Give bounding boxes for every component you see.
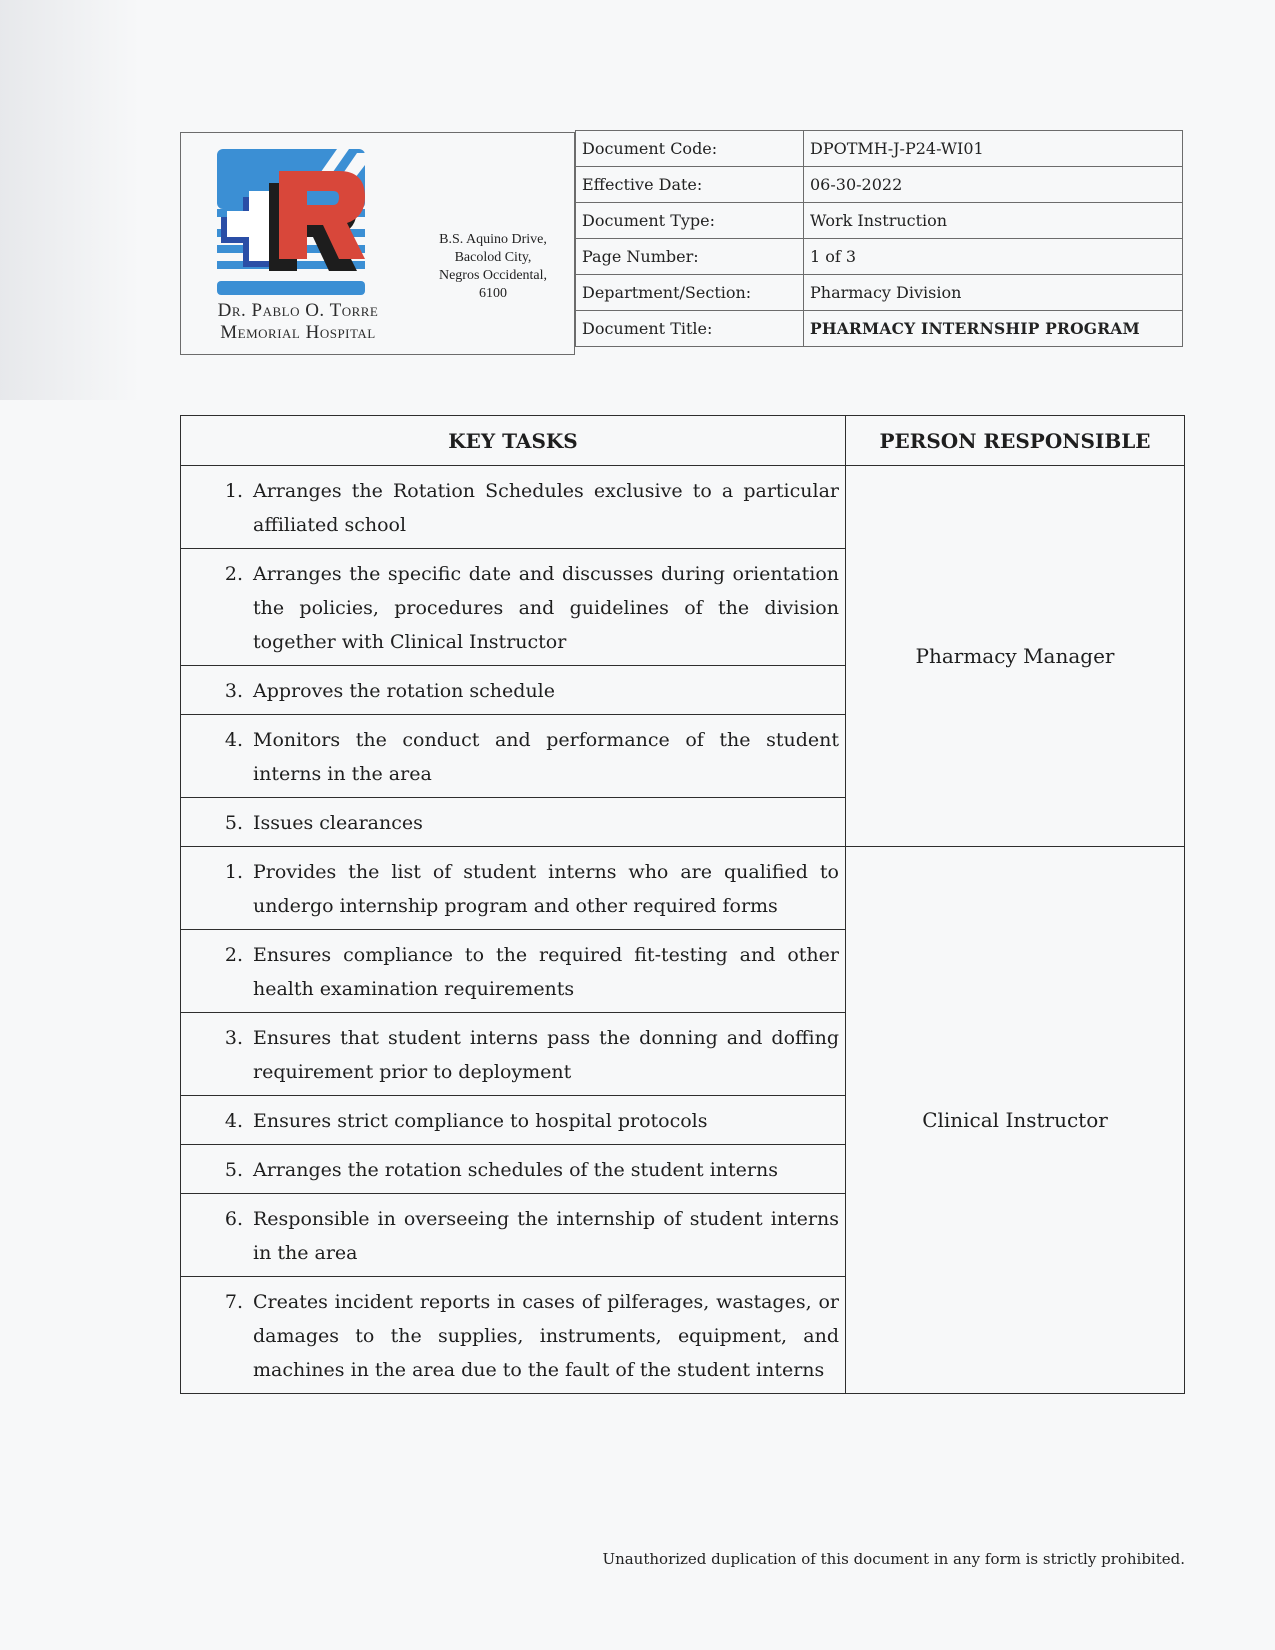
task-cell: [181, 1194, 846, 1277]
document-header: [180, 132, 1183, 355]
task-item: [181, 1202, 839, 1270]
task-text: Monitors the conduct and performance of the student interns in the area: [253, 729, 839, 785]
meta-label: Document Code:: [576, 131, 804, 167]
hospital-name-line1: Dr. Pablo O. Torre: [217, 300, 379, 321]
task-text: Ensures that student interns pass the donning and doffing requirement prior to deployment: [253, 1027, 839, 1083]
task-text: Ensures compliance to the required fit-testing and other health examination requirements: [253, 944, 839, 1000]
task-number: 1.: [224, 480, 243, 502]
table-header-row: [181, 416, 1185, 466]
meta-label: Page Number:: [576, 239, 804, 275]
task-text: Ensures strict compliance to hospital protocols: [253, 1110, 708, 1132]
hospital-name-line2: Memorial Hospital: [220, 322, 376, 343]
meta-row-page-number: [576, 239, 1183, 275]
task-number: 5.: [224, 812, 243, 834]
task-text: Arranges the rotation schedules of the student interns: [253, 1159, 778, 1181]
task-cell: [181, 549, 846, 666]
task-cell: [181, 798, 846, 847]
address-line: Negros Occidental,: [438, 268, 548, 283]
meta-label: Effective Date:: [576, 167, 804, 203]
meta-label: Department/Section:: [576, 275, 804, 311]
tasks-body: [181, 466, 1185, 1394]
task-item: [181, 1104, 839, 1138]
task-text: Responsible in overseeing the internship of student interns in the area: [253, 1208, 839, 1264]
task-number: 5.: [224, 1159, 243, 1181]
meta-row-department: [576, 275, 1183, 311]
meta-value: Work Instruction: [804, 203, 1183, 239]
task-item: [181, 1021, 839, 1089]
meta-value: DPOTMH-J-P24-WI01: [804, 131, 1183, 167]
task-cell: [181, 466, 846, 549]
address-line: 6100: [479, 286, 507, 301]
meta-row-document-code: [576, 131, 1183, 167]
document-title: PHARMACY INTERNSHIP PROGRAM: [804, 311, 1183, 347]
key-tasks-table: [180, 415, 1185, 1394]
column-header-key-tasks: KEY TASKS: [181, 416, 846, 466]
meta-value: 06-30-2022: [804, 167, 1183, 203]
task-number: 6.: [224, 1208, 243, 1230]
meta-label: Document Type:: [576, 203, 804, 239]
meta-value: 1 of 3: [804, 239, 1183, 275]
task-text: Issues clearances: [253, 812, 423, 834]
task-item: [181, 806, 839, 840]
task-item: [181, 1153, 839, 1187]
meta-label: Document Title:: [576, 311, 804, 347]
meta-row-document-title: [576, 311, 1183, 347]
task-number: 3.: [224, 1027, 243, 1049]
task-number: 4.: [224, 1110, 243, 1132]
task-item: [181, 1285, 839, 1387]
address-line: Bacolod City,: [454, 250, 532, 265]
meta-row-document-type: [576, 203, 1183, 239]
address-line: B.S. Aquino Drive,: [439, 232, 547, 247]
task-cell: [181, 930, 846, 1013]
task-item: [181, 938, 839, 1006]
person-responsible-cell: Pharmacy Manager: [846, 466, 1185, 847]
task-text: Arranges the Rotation Schedules exclusive to a particular affiliated school: [253, 480, 839, 536]
task-text: Arranges the specific date and discusses during orientation the policies, procedures and guidelines of the division together with Clinical Instructor: [253, 563, 839, 653]
task-item: [181, 674, 839, 708]
scan-shadow: [0, 0, 140, 400]
task-number: 4.: [224, 729, 243, 751]
task-text: Creates incident reports in cases of pilferages, wastages, or damages to the supplies, instruments, equipment, and machines in the area due to the fault of the student interns: [253, 1291, 839, 1381]
hospital-name: [183, 300, 413, 344]
column-header-person-responsible: PERSON RESPONSIBLE: [846, 416, 1185, 466]
task-text: Provides the list of student interns who are qualified to undergo internship program and other required forms: [253, 861, 839, 917]
task-cell: [181, 1096, 846, 1145]
task-item: [181, 855, 839, 923]
task-cell: [181, 666, 846, 715]
footer-notice: Unauthorized duplication of this document in any form is strictly prohibited.: [602, 1550, 1185, 1568]
person-responsible-cell: Clinical Instructor: [846, 847, 1185, 1394]
task-number: 1.: [224, 861, 243, 883]
hospital-address: [413, 231, 573, 303]
task-cell: [181, 1013, 846, 1096]
task-cell: [181, 847, 846, 930]
table-row: [181, 847, 1185, 930]
task-cell: [181, 715, 846, 798]
task-cell: [181, 1145, 846, 1194]
meta-value: Pharmacy Division: [804, 275, 1183, 311]
meta-row-effective-date: [576, 167, 1183, 203]
document-meta-table: [575, 130, 1183, 347]
task-number: 7.: [224, 1291, 243, 1313]
hospital-logo-cross-r-icon: [217, 149, 373, 301]
task-cell: [181, 1277, 846, 1394]
task-number: 2.: [224, 944, 243, 966]
task-number: 3.: [224, 680, 243, 702]
table-row: [181, 466, 1185, 549]
task-number: 2.: [224, 563, 243, 585]
logo-cell: [180, 132, 575, 355]
task-item: [181, 723, 839, 791]
task-item: [181, 557, 839, 659]
task-text: Approves the rotation schedule: [253, 680, 555, 702]
task-item: [181, 474, 839, 542]
